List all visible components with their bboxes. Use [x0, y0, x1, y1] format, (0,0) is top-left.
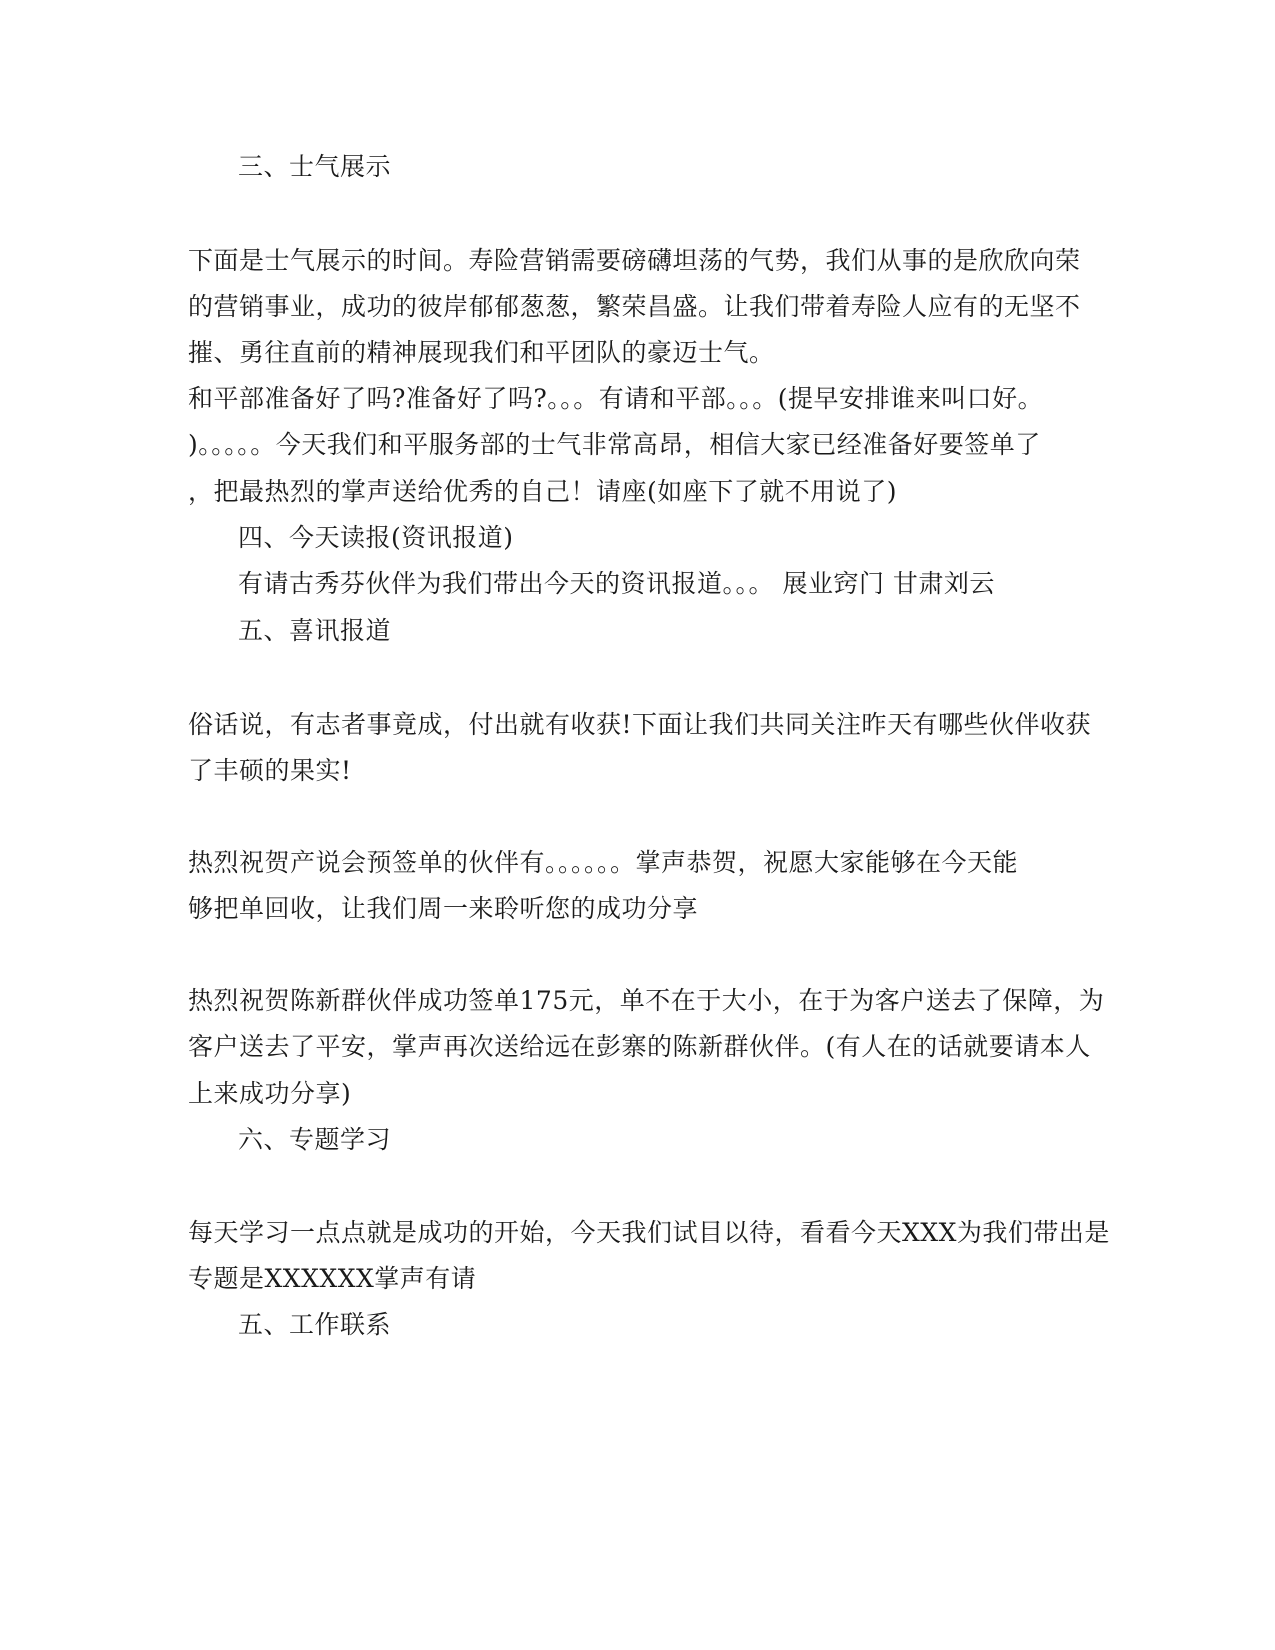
section-heading-morale: 三、士气展示 [238, 152, 392, 181]
paragraph-line: 每天学习一点点就是成功的开始，今天我们试目以待，看看今天XXX为我们带出是 [188, 1218, 1110, 1247]
paragraph-line: 有请古秀芬伙伴为我们带出今天的资讯报道。。。 展业窍门 甘肃刘云 [238, 569, 995, 598]
paragraph-line: 热烈祝贺陈新群伙伴成功签单175元，单不在于大小，在于为客户送去了保障，为 [188, 986, 1105, 1015]
section-heading-news-reading: 四、今天读报(资讯报道) [238, 523, 514, 552]
paragraph-line: 热烈祝贺产说会预签单的伙伴有。。。。。。掌声恭贺，祝愿大家能够在今天能 [188, 848, 1019, 877]
paragraph-line: )。。。。。今天我们和平服务部的士气非常高昂，相信大家已经准备好要签单了 [188, 430, 1041, 459]
paragraph-line: 摧、勇往直前的精神展现我们和平团队的豪迈士气。 [188, 338, 775, 367]
paragraph-line: 俗话说，有志者事竟成，付出就有收获!下面让我们共同关注昨天有哪些伙伴收获 [188, 710, 1092, 739]
paragraph-line: 够把单回收，让我们周一来聆听您的成功分享 [188, 894, 699, 923]
paragraph-line: ，把最热烈的掌声送给优秀的自己！请座(如座下了就不用说了) [188, 477, 898, 506]
paragraph-line: 的营销事业，成功的彼岸郁郁葱葱，繁荣昌盛。让我们带着寿险人应有的无坚不 [188, 292, 1081, 321]
section-heading-topic-study: 六、专题学习 [238, 1125, 392, 1154]
paragraph-line: 和平部准备好了吗?准备好了吗?。。。有请和平部。。。(提早安排谁来叫口好。 [188, 384, 1044, 413]
section-heading-good-news: 五、喜讯报道 [238, 616, 392, 645]
paragraph-line: 下面是士气展示的时间。寿险营销需要磅礴坦荡的气势，我们从事的是欣欣向荣 [188, 246, 1081, 275]
paragraph-line: 客户送去了平安，掌声再次送给远在彭寨的陈新群伙伴。(有人在的话就要请本人 [188, 1032, 1091, 1061]
paragraph-line: 专题是XXXXXX掌声有请 [188, 1264, 477, 1293]
section-heading-work-contact: 五、工作联系 [238, 1310, 392, 1339]
paragraph-line: 上来成功分享) [188, 1079, 352, 1108]
paragraph-line: 了丰硕的果实! [188, 756, 352, 785]
